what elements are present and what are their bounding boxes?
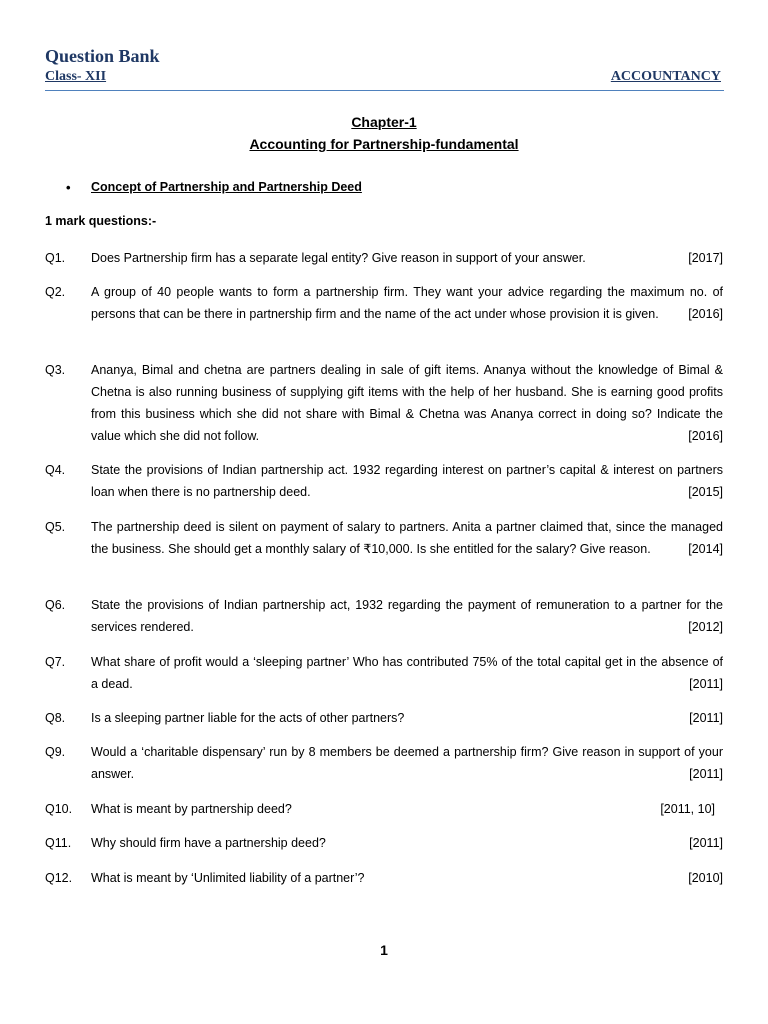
question-year: [2016] (688, 429, 723, 443)
header-class-label: Class- XII (45, 69, 107, 84)
bullet-icon: • (66, 180, 71, 195)
question-text: A group of 40 people wants to form a partnership firm. They want your advice regarding the maximum no. of persons that can be there in partnership firm and the name of the act under whose provision it is given. (91, 285, 723, 321)
question-text: State the provisions of Indian partnership act. 1932 regarding interest on partner’s capital & interest on partners loan when there is no partnership deed. (91, 463, 723, 499)
question-year: [2016] (688, 307, 723, 321)
question-text: What is meant by partnership deed? (91, 802, 292, 816)
question-item (45, 359, 723, 447)
question-item (45, 247, 723, 269)
header-subject: ACCOUNTANCY (610, 69, 721, 84)
question-year: [2010] (688, 871, 723, 885)
question-item (45, 867, 723, 889)
question-item (45, 707, 723, 729)
question-text: Why should firm have a partnership deed? (91, 836, 326, 850)
question-year: [2011] (689, 767, 723, 781)
question-number: Q4. (45, 463, 66, 477)
question-number: Q9. (45, 745, 66, 759)
question-number: Q6. (45, 598, 66, 612)
question-text: The partnership deed is silent on payment of salary to partners. Anita a partner claimed that, since the managed the business. She should get a monthly salary of ₹10,000. Is she entitled for the salary? Give reason. (91, 520, 723, 556)
question-number: Q1. (45, 251, 66, 265)
question-year: [2017] (688, 251, 723, 265)
question-text: Would a ‘charitable dispensary’ run by 8 members be deemed a partnership firm? Give reason in support of your answer. (91, 745, 723, 781)
question-number: Q2. (45, 285, 66, 299)
question-text: State the provisions of Indian partnership act, 1932 regarding the payment of remuneration to a partner for the services rendered. (91, 598, 723, 634)
question-number: Q10. (45, 802, 73, 816)
question-item (45, 651, 723, 695)
question-year: [2011] (689, 677, 723, 691)
question-number: Q5. (45, 520, 66, 534)
question-number: Q7. (45, 655, 66, 669)
question-year: [2011] (689, 711, 723, 725)
question-item (45, 516, 723, 560)
question-year: [2015] (688, 485, 723, 499)
question-item (45, 741, 723, 785)
section-heading: 1 mark questions:- (45, 214, 157, 228)
question-year: [2011, 10] (660, 802, 715, 816)
question-item (45, 594, 723, 638)
header-divider (45, 90, 724, 91)
question-item (45, 798, 723, 820)
question-text: What is meant by ‘Unlimited liability of a partner’? (91, 871, 365, 885)
question-year: [2011] (689, 836, 723, 850)
chapter-number: Chapter-1 (351, 114, 417, 130)
question-number: Q3. (45, 363, 66, 377)
question-item (45, 281, 723, 325)
header-title: Question Bank (45, 46, 160, 66)
question-number: Q11. (45, 836, 72, 850)
question-text: Is a sleeping partner liable for the acts of other partners? (91, 711, 405, 725)
question-year: [2014] (688, 542, 723, 556)
topic-heading: Concept of Partnership and Partnership Deed (91, 180, 362, 194)
question-number: Q12. (45, 871, 73, 885)
question-item (45, 832, 723, 854)
question-item (45, 459, 723, 503)
question-text: Ananya, Bimal and chetna are partners dealing in sale of gift items. Ananya without the knowledge of Bimal & Chetna is also running business of supplying gift items with the help of her husband. She is earning good profits from this business which she did not share with Bimal & Chetna was Ananya correct in doing so? Indicate the value which she did not follow. (91, 363, 723, 443)
question-text: Does Partnership firm has a separate legal entity? Give reason in support of your answer. (91, 251, 586, 265)
question-number: Q8. (45, 711, 66, 725)
chapter-title: Accounting for Partnership-fundamental (249, 136, 519, 152)
question-year: [2012] (688, 620, 723, 634)
question-text: What share of profit would a ‘sleeping partner’ Who has contributed 75% of the total capital get in the absence of a dead. (91, 655, 723, 691)
page-number: 1 (380, 942, 388, 958)
